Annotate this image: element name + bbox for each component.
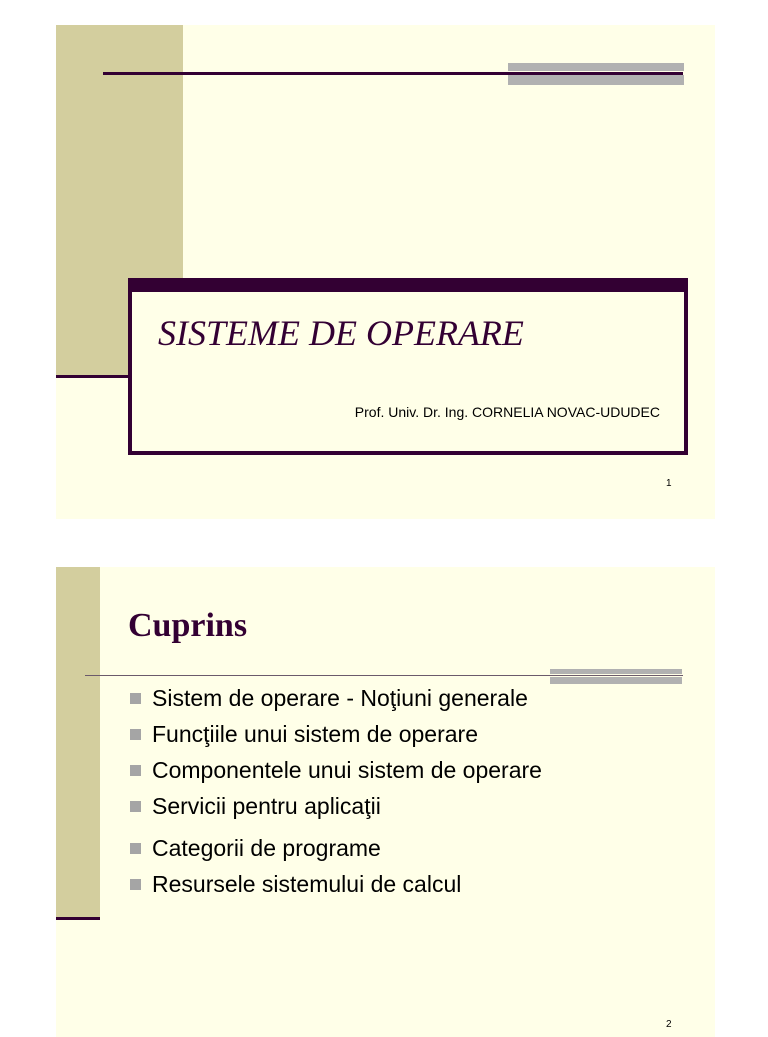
- slide-title: SISTEME DE OPERARE: [158, 313, 524, 353]
- title-rule: [85, 675, 683, 676]
- square-bullet-icon: [130, 801, 141, 812]
- sidebar-accent: [56, 567, 100, 919]
- list-item-text: Resursele sistemului de calcul: [152, 871, 462, 897]
- list-item-text: Sistem de operare - Noţiuni generale: [152, 685, 528, 711]
- title-box: [128, 278, 688, 455]
- page-number: 2: [666, 1019, 672, 1030]
- title-gray-bar: [550, 677, 682, 684]
- sidebar-divider: [56, 375, 132, 378]
- list-item-text: Servicii pentru aplicaţii: [152, 793, 381, 819]
- list-item-text: Categorii de programe: [152, 835, 381, 861]
- slide-title: Cuprins: [128, 607, 248, 644]
- square-bullet-icon: [130, 843, 141, 854]
- page-number: 1: [666, 478, 672, 489]
- author-line: Prof. Univ. Dr. Ing. CORNELIA NOVAC-UDUDEC: [354, 404, 660, 420]
- slide-1: [56, 25, 715, 519]
- list-item: [130, 755, 542, 791]
- list-item: [130, 791, 542, 827]
- list-item: [130, 683, 542, 719]
- square-bullet-icon: [130, 693, 141, 704]
- list-item-text: Componentele unui sistem de operare: [152, 757, 542, 783]
- square-bullet-icon: [130, 765, 141, 776]
- slide-2: [56, 567, 715, 1037]
- sidebar-divider: [56, 917, 100, 920]
- list-item: [130, 833, 542, 869]
- top-gray-bar: [508, 75, 684, 85]
- list-item-text: Funcţiile unui sistem de operare: [152, 721, 478, 747]
- list-item: [130, 719, 542, 755]
- square-bullet-icon: [130, 879, 141, 890]
- contents-list: [130, 683, 542, 905]
- square-bullet-icon: [130, 729, 141, 740]
- list-item: [130, 869, 542, 905]
- title-gray-bar: [550, 669, 682, 674]
- top-gray-bar: [508, 63, 684, 71]
